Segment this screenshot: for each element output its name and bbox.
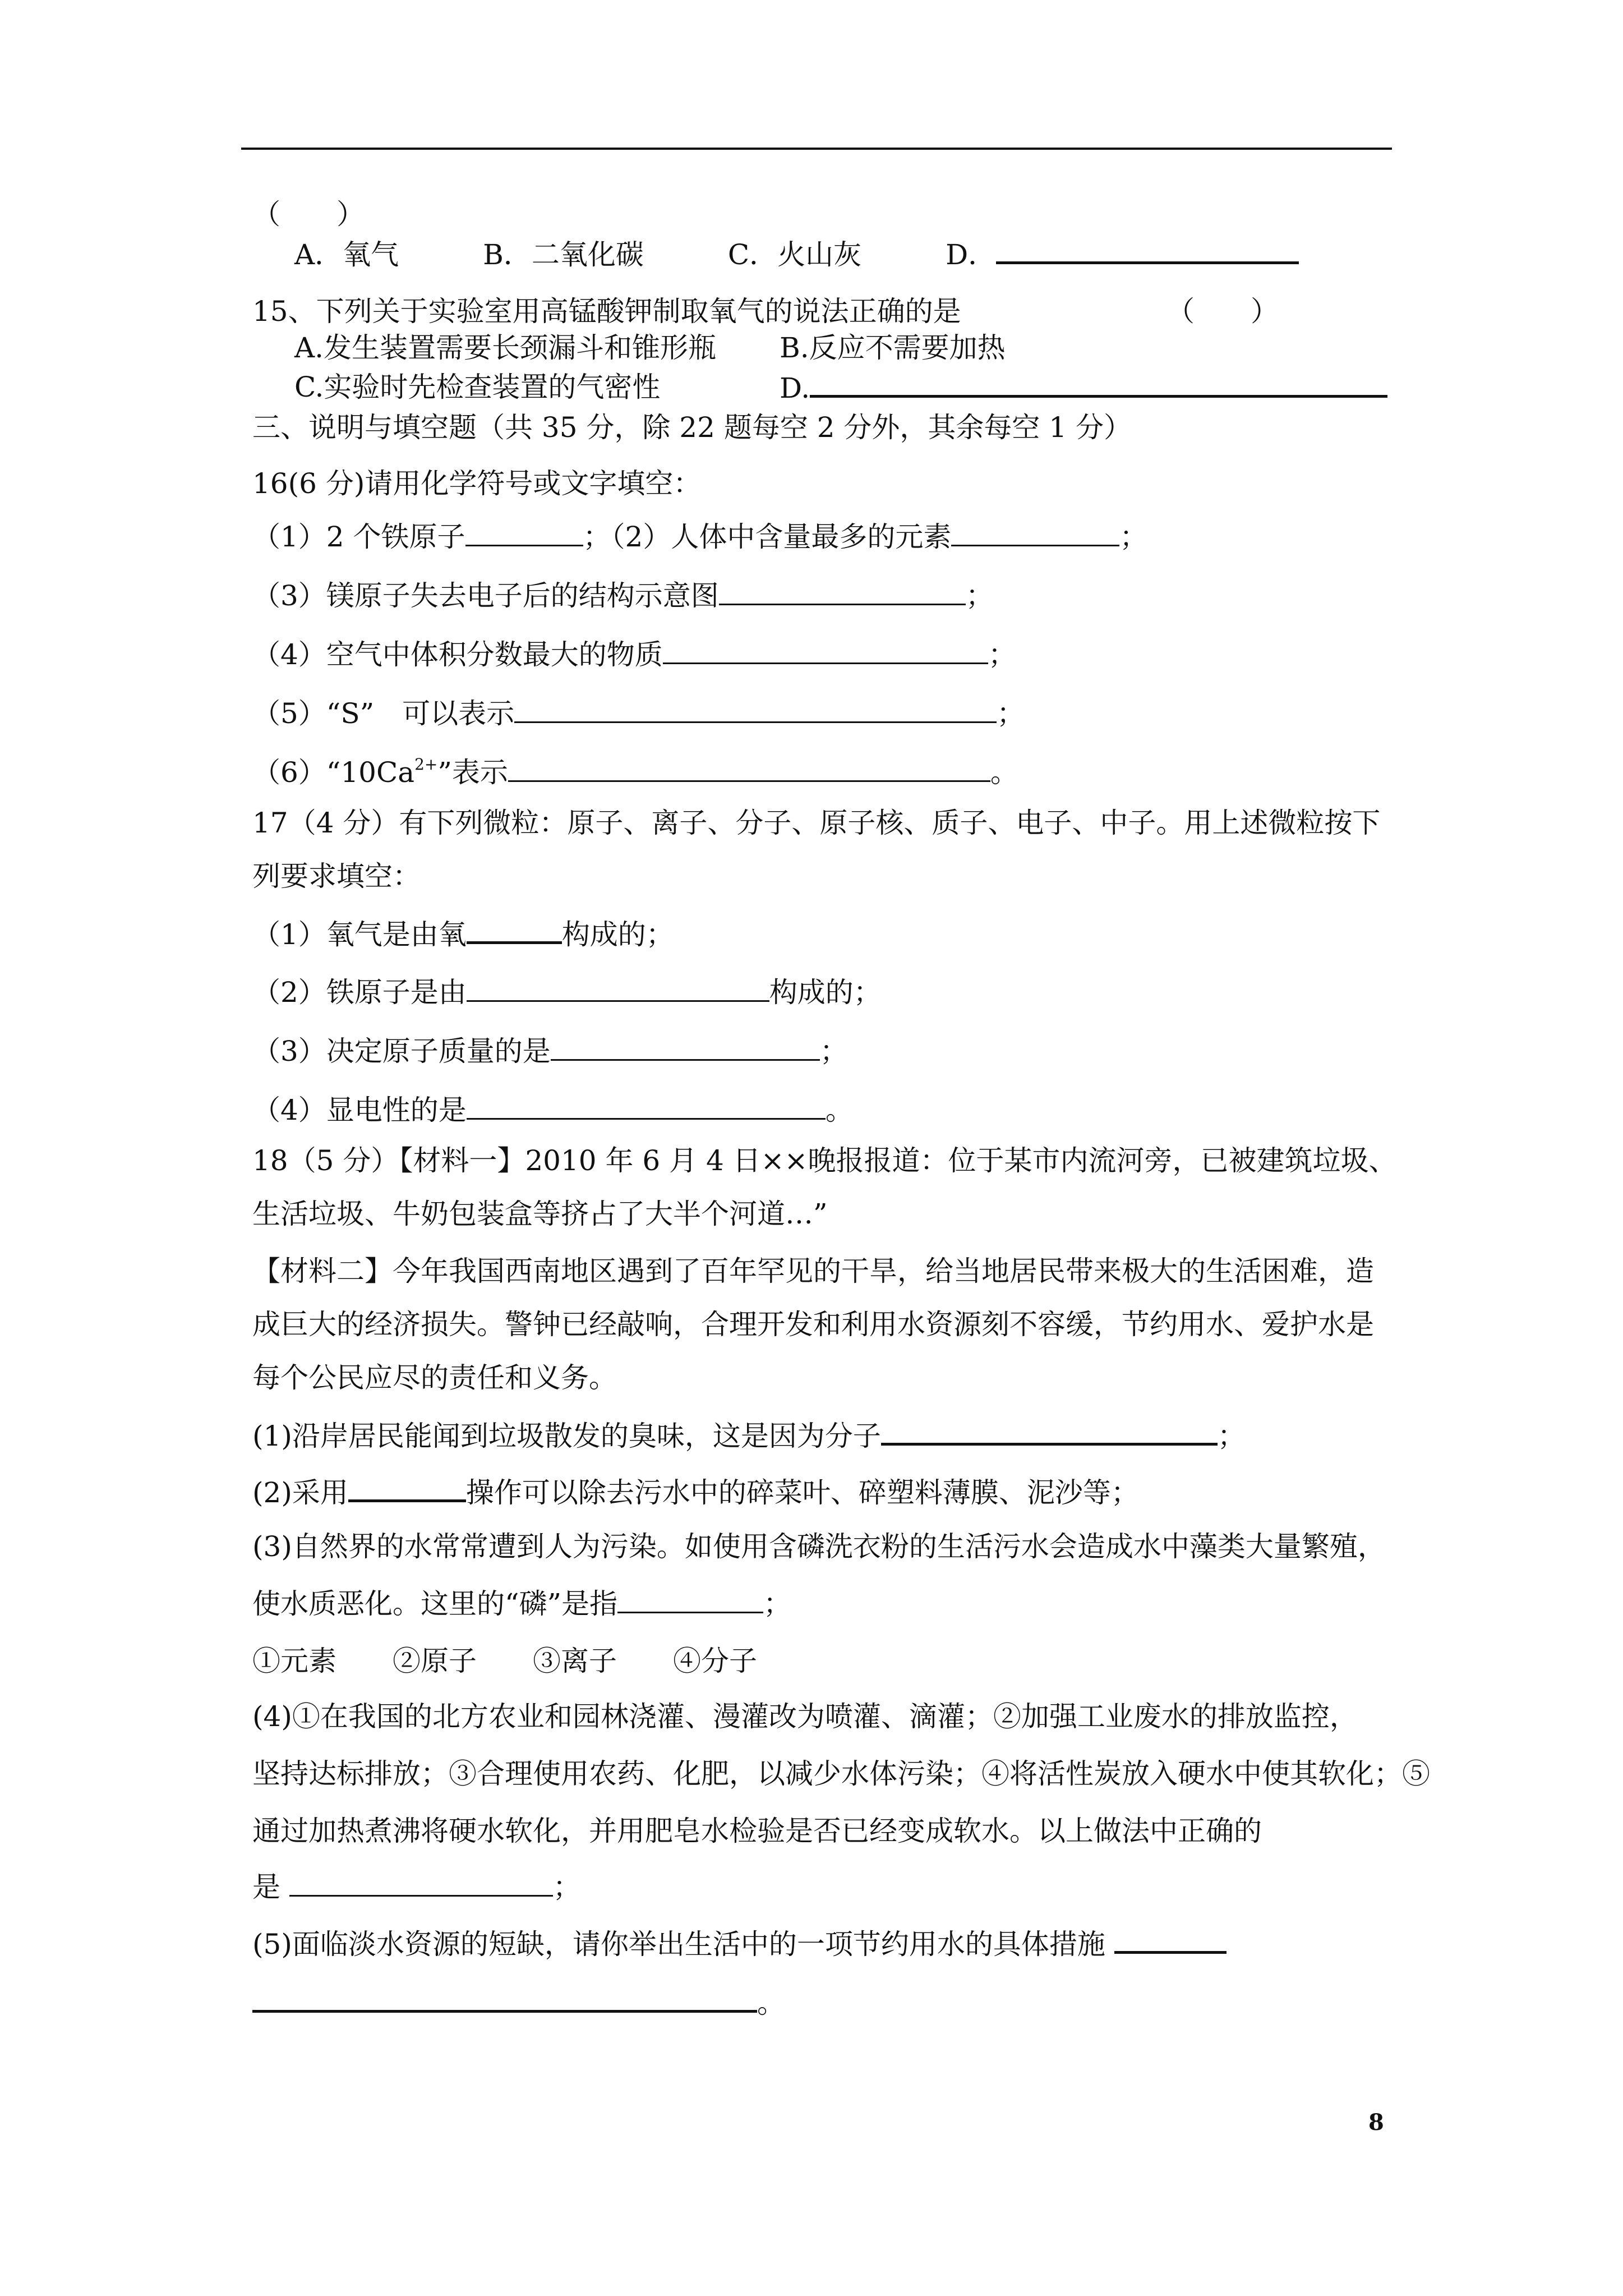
q14-option-d: D． [946, 238, 997, 271]
q18-semicolon: ； [763, 1588, 792, 1620]
q17-part-1-suffix: 构成的； [561, 918, 674, 951]
q17-part-2 [252, 974, 882, 1010]
q18-part-3-options: ①元素 ②原子 ③离子 ④分子 [252, 1645, 757, 1677]
q14-paren: （ ） [252, 198, 365, 231]
q16-part-6-label: （6）“10Ca [252, 756, 415, 789]
q18-part-2-suffix: 操作可以除去污水中的碎菜叶、碎塑料薄膜、泥沙等； [465, 1476, 1139, 1509]
q16-stem: 16(6 分)请用化学符号或文字填空： [252, 467, 702, 500]
q15-option-d [780, 369, 1387, 406]
q16-blank-1[interactable] [465, 519, 583, 546]
q18-part-5-label: (5)面临淡水资源的短缺，请你举出生活中的一项节约用水的具体措施 [252, 1928, 1114, 1961]
q16-blank-6[interactable] [508, 754, 990, 782]
q18-part-1-label: (1)沿岸居民能闻到垃圾散发的臭味，这是因为分子 [252, 1420, 881, 1452]
q18-part-4-line-3: 通过加热煮沸将硬水软化，并用肥皂水检验是否已经变成软水。以上做法中正确的 [252, 1815, 1262, 1847]
q17-blank-4[interactable] [467, 1092, 826, 1120]
q16-semicolon: ； [965, 579, 994, 612]
q16-blank-5[interactable] [514, 696, 997, 723]
q18-semicolon: ； [1217, 1420, 1246, 1452]
q18-blank-4[interactable] [289, 1869, 553, 1897]
q15-option-a: A.发生装置需要长颈漏斗和锥形瓶 [294, 332, 717, 364]
q16-blank-4[interactable] [663, 637, 988, 664]
q18-part-2-label: (2)采用 [252, 1476, 348, 1509]
q17-part-4-label: （4）显电性的是 [252, 1094, 467, 1126]
q15-option-b: B.反应不需要加热 [780, 332, 1006, 364]
q14-option-b: B．二氧化碳 [483, 238, 644, 271]
q18-material-2-line-1: 【材料二】今年我国西南地区遇到了百年罕见的干旱，给当地居民带来极大的生活困难，造 [252, 1255, 1374, 1287]
q15-answer-blank[interactable] [810, 369, 1387, 398]
q17-part-1-label: （1）氧气是由氧 [252, 918, 467, 951]
q15-option-d-label: D. [780, 372, 810, 404]
q18-material-1-line-1: 18（5 分）【材料一】2010 年 6 月 4 日××晚报报道：位于某市内流河旁，已被建筑垃圾、 [252, 1144, 1397, 1177]
q18-part-3-line-1: (3)自然界的水常常遭到人为污染。如使用含磷洗衣粉的生活污水会造成水中藻类大量繁殖， [252, 1530, 1386, 1563]
q16-part-5 [252, 696, 1025, 731]
q16-part-1-label: （1）2 个铁原子 [252, 521, 465, 553]
q18-part-3-label: 使水质恶化。这里的“磷”是指 [252, 1588, 618, 1620]
q16-semicolon: ； [988, 638, 1016, 671]
q15-stem: 15、下列关于实验室用高锰酸钾制取氧气的说法正确的是 [252, 295, 961, 328]
q17-blank-2[interactable] [467, 974, 769, 1002]
q16-period: 。 [990, 756, 1018, 789]
q18-blank-2[interactable] [348, 1474, 466, 1502]
q16-semicolon: ； [997, 697, 1025, 730]
q17-part-1 [252, 915, 674, 953]
q18-semicolon: ； [552, 1871, 581, 1903]
ion-charge-superscript: 2+ [414, 755, 438, 774]
q17-part-2-label: （2）铁原子是由 [252, 976, 467, 1009]
q18-material-2-line-2: 成巨大的经济损失。警钟已经敲响，合理开发和利用水资源刻不容缓，节约用水、爱护水是 [252, 1308, 1374, 1341]
q16-part-3-label: （3）镁原子失去电子后的结构示意图 [252, 579, 719, 612]
q16-part-3 [252, 578, 994, 614]
q16-part-1-2 [252, 519, 1147, 555]
q16-part-4-label: （4）空气中体积分数最大的物质 [252, 638, 663, 671]
q18-period: 。 [757, 1987, 785, 2019]
page-number: 8 [1368, 2109, 1384, 2136]
q16-part-6-suffix: ”表示 [437, 756, 508, 789]
q16-part-5-label: （5）“S” 可以表示 [252, 697, 515, 730]
q16-blank-3[interactable] [719, 578, 966, 605]
q18-part-3-line-2 [252, 1586, 791, 1622]
q17-stem-line-2: 列要求填空： [252, 860, 421, 892]
q18-material-2-line-3: 每个公民应尽的责任和义务。 [252, 1361, 617, 1394]
q16-part-4 [252, 637, 1016, 673]
q14-option-a: A．氧气 [294, 238, 399, 271]
q18-part-4-label: 是 [252, 1871, 289, 1903]
q16-part-6 [252, 754, 1018, 790]
q18-part-4-line-4 [252, 1869, 581, 1905]
q18-material-1-line-2: 生活垃圾、牛奶包装盒等挤占了大半个河道…” [252, 1198, 828, 1230]
q18-blank-5a[interactable] [1114, 1925, 1227, 1954]
q18-part-2 [252, 1474, 1139, 1511]
q14-answer-blank[interactable] [996, 236, 1299, 264]
q17-part-3-label: （3）决定原子质量的是 [252, 1035, 551, 1068]
q17-part-4 [252, 1092, 854, 1128]
q18-part-5-continuation [252, 1984, 785, 2021]
q16-blank-2[interactable] [951, 519, 1119, 546]
q16-part-2-label: ；（2）人体中含量最多的元素 [583, 521, 952, 553]
q18-blank-1[interactable] [881, 1417, 1218, 1446]
q14-option-c: C．火山灰 [727, 238, 862, 271]
q18-part-4-line-1: (4)①在我国的北方农业和园林浇灌、漫灌改为喷灌、滴灌；②加强工业废水的排放监控， [252, 1700, 1358, 1733]
q14-options [294, 236, 1299, 273]
q18-blank-5b[interactable] [252, 1984, 757, 2013]
q16-semicolon: ； [1119, 521, 1148, 553]
q15-option-c: C.实验时先检查装置的气密性 [294, 371, 661, 403]
q18-part-1 [252, 1417, 1246, 1454]
q17-blank-1[interactable] [467, 915, 562, 944]
q17-part-3 [252, 1033, 848, 1069]
q17-period: 。 [825, 1094, 854, 1126]
q18-part-5 [252, 1925, 1227, 1962]
q18-part-4-line-2: 坚持达标排放；③合理使用农药、化肥，以减少水体污染；④将活性炭放入硬水中使其软化；⑤ [252, 1757, 1430, 1790]
section-3-heading: 三、说明与填空题（共 35 分，除 22 题每空 2 分外，其余每空 1 分） [252, 411, 1132, 444]
q17-semicolon: ； [819, 1035, 848, 1068]
q17-blank-3[interactable] [551, 1033, 820, 1061]
q15-paren: （ ） [1166, 295, 1279, 328]
q17-stem-line-1: 17（4 分）有下列微粒：原子、离子、分子、原子核、质子、电子、中子。用上述微粒按下 [252, 807, 1381, 839]
header-rule [241, 148, 1392, 150]
q17-part-2-suffix: 构成的； [769, 976, 882, 1009]
q18-blank-3[interactable] [617, 1586, 763, 1613]
